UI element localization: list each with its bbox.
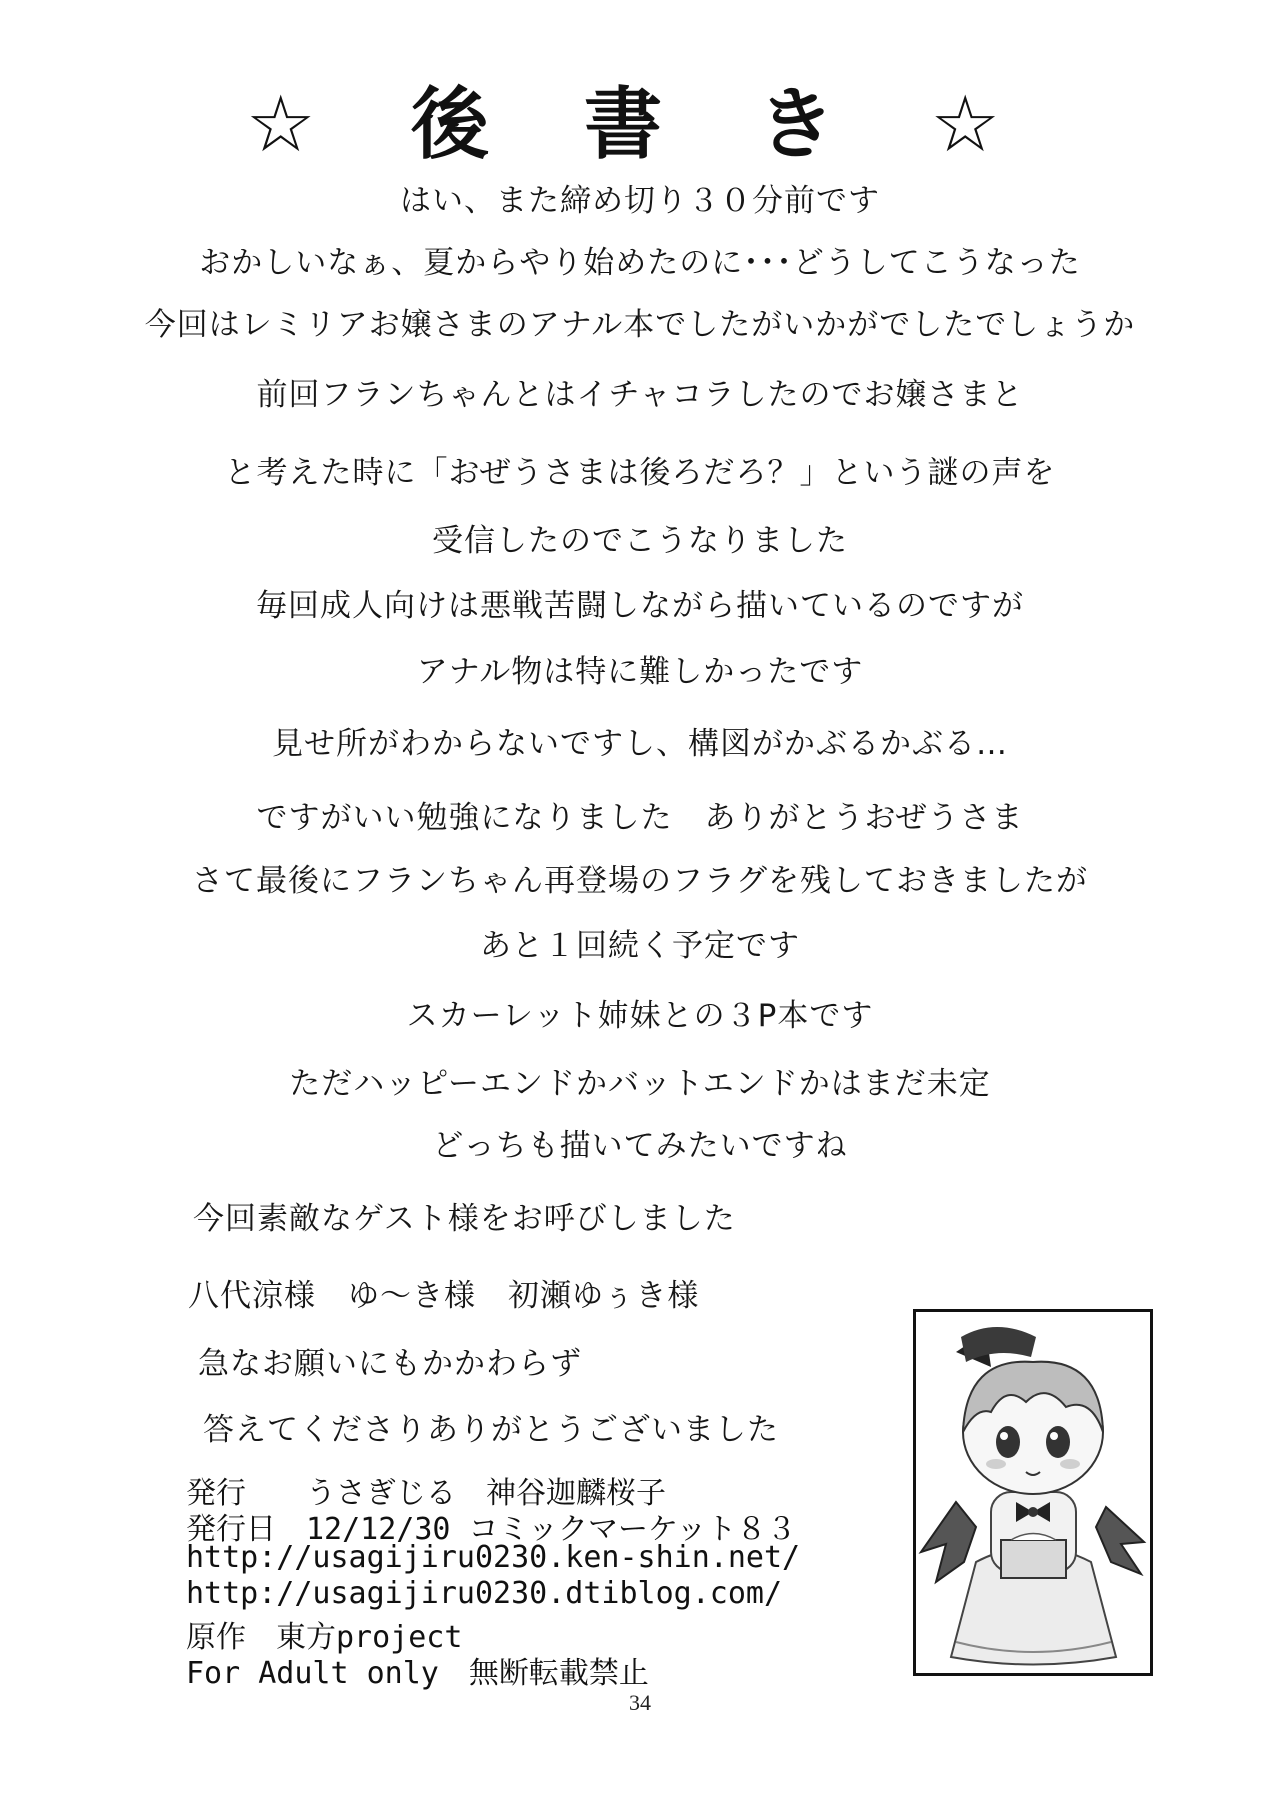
body-line: アナル物は特に難しかったです [416, 654, 864, 690]
body-line: 見せ所がわからないですし、構図がかぶるかぶる… [272, 726, 1008, 762]
body-line: スカーレット姉妹との３P本です [406, 998, 874, 1034]
guest-line: 答えてくださりありがとうございました [203, 1412, 779, 1448]
body-line: おかしいなぁ、夏からやり始めたのに･･･どうしてこうなった [199, 245, 1081, 281]
guest-line: 急なお願いにもかかわらず [198, 1346, 582, 1382]
body-line: 毎回成人向けは悪戦苦闘しながら描いているのですが [256, 588, 1024, 624]
body-line: 今回はレミリアお嬢さまのアナル本でしたがいかがでしたでしょうか [144, 307, 1136, 343]
body-line: ただハッピーエンドかバットエンドかはまだ未定 [289, 1066, 991, 1102]
page-number: 34 [629, 1690, 651, 1715]
body-line: はい、また締め切り３０分前です [400, 183, 880, 219]
character-drawing [916, 1312, 1150, 1673]
body-line: 前回フランちゃんとはイチャコラしたのでお嬢さまと [256, 377, 1024, 413]
colophon-publisher: 発行 うさぎじる 神谷迦麟桜子 [186, 1476, 666, 1511]
body-line: ですがいい勉強になりました ありがとうおぜうさま [256, 800, 1024, 836]
colophon-url: http://usagijiru0230.ken-shin.net/ [186, 1540, 801, 1575]
colophon-url: http://usagijiru0230.dtiblog.com/ [186, 1576, 783, 1611]
body-line: 受信したのでこうなりました [432, 523, 848, 559]
body-line: さて最後にフランちゃん再登場のフラグを残しておきましたが [192, 863, 1088, 899]
page-title: ☆ 後 書 き ☆ [245, 80, 1035, 170]
colophon-notice: For Adult only 無断転載禁止 [186, 1656, 649, 1691]
body-line: と考えた時に「おぜうさまは後ろだろ？」という謎の声を [224, 455, 1056, 491]
body-line: どっちも描いてみたいですね [432, 1128, 848, 1164]
chibi-character-illustration [913, 1309, 1153, 1676]
guest-line: 八代涼様 ゆ～き様 初瀬ゆぅき様 [188, 1278, 700, 1314]
guest-line: 今回素敵なゲスト様をお呼びしました [193, 1201, 736, 1237]
colophon-date: 発行日 12/12/30 コミックマーケット８３ [186, 1512, 797, 1547]
body-line: あと１回続く予定です [480, 928, 800, 964]
colophon-original: 原作 東方project [186, 1620, 463, 1655]
